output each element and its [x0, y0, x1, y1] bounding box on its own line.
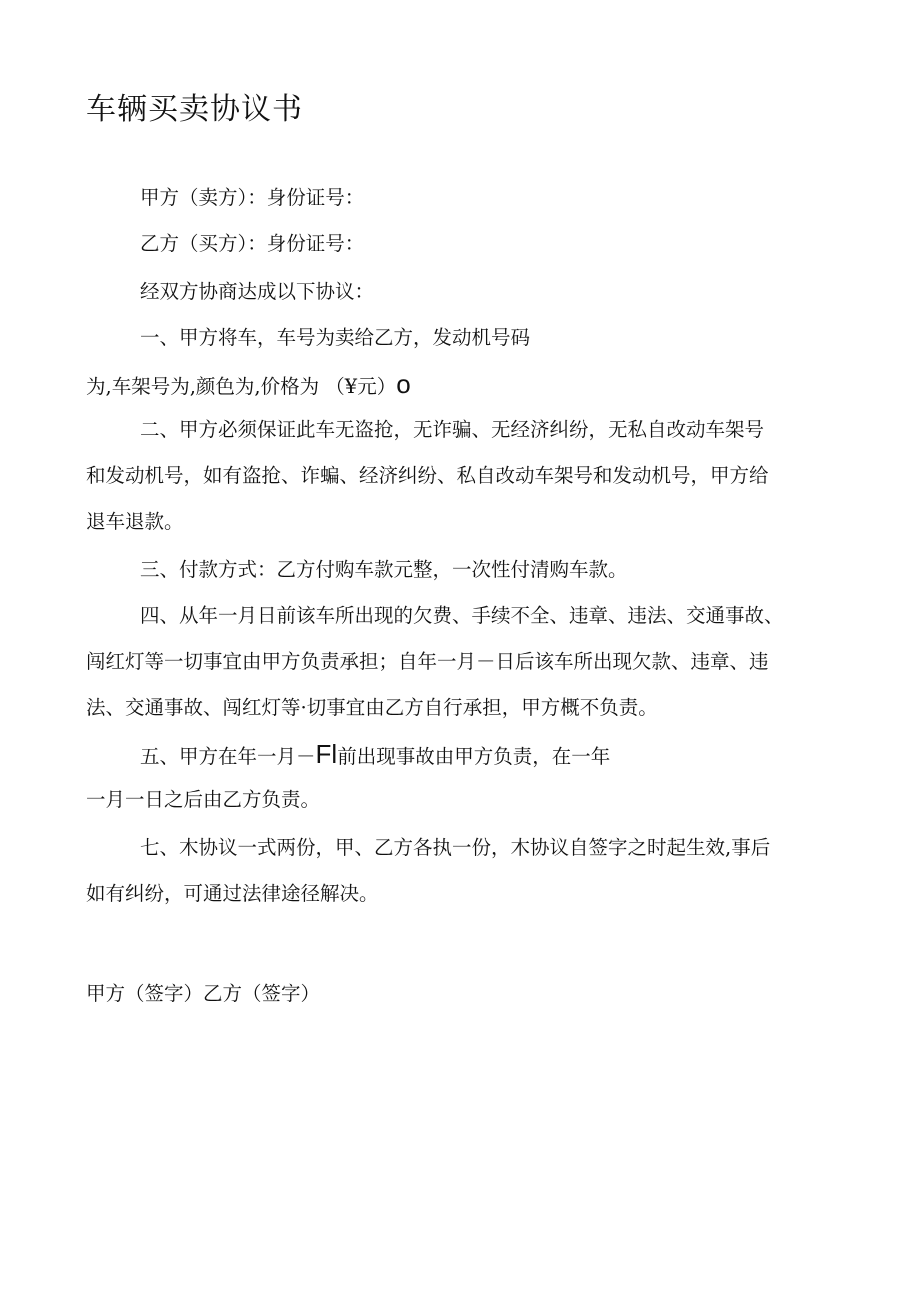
- party-b-line: 乙方（买方）：身份证号：: [140, 232, 365, 255]
- clause-5-after: 前出现事故由甲方负责，在一年: [337, 745, 611, 768]
- clause-5-line-2: 一月一日之后由乙方负责。: [86, 788, 321, 811]
- clause-2-line-3: 退车退款。: [86, 510, 184, 533]
- signature-line: 甲方（签字）乙方（签字）: [86, 982, 321, 1005]
- clause-4-line-3: 法、交通事故、闯红灯等·切事宜由乙方自行承担，甲方概不负责。: [86, 696, 658, 719]
- clause-2-line-1: 二、甲方必须保证此车无盗抢，无诈骗、无经济纠纷，无私自改动车架号: [140, 418, 765, 441]
- clause-1-line-2-text: 为,车架号为,颜色为,价格为 （¥元）: [86, 375, 397, 398]
- clause-1-line-2-tail: o: [396, 369, 411, 399]
- clause-4-line-1: 四、从年一月日前该车所出现的欠费、手续不全、违章、违法、交通事故、: [140, 604, 784, 627]
- clause-1-line-1: 一、甲方将车，车号为卖给乙方，发动机号码: [140, 326, 531, 349]
- clause-4-line-2: 闯红灯等一切事宜由甲方负责承担；自年一月－日后该车所出现欠款、违章、违: [86, 650, 769, 673]
- clause-7-line-2: 如有纠纷，可通过法律途径解决。: [86, 882, 379, 905]
- intro-line: 经双方协商达成以下协议：: [140, 280, 375, 303]
- clause-2-line-2: 和发动机号，如有盗抢、诈蝙、经济纠纷、私自改动车架号和发动机号，甲方给: [86, 464, 769, 487]
- document-title: 车辆买卖协议书: [86, 92, 303, 127]
- clause-5-line-1: [140, 740, 610, 771]
- clause-5-latin: Fl: [315, 739, 338, 769]
- party-a-line: 甲方（卖方）：身份证号：: [140, 186, 365, 209]
- clause-1-line-2: [86, 370, 411, 401]
- clause-5-before: 五、甲方在年一月－: [140, 745, 316, 768]
- clause-3-line: 三、付款方式：乙方付购车款元整，一次性付清购车款。: [140, 558, 628, 581]
- clause-7-line-1: 七、木协议一式两份，甲、乙方各执一份，木协议自签字之时起生效,事后: [140, 836, 771, 859]
